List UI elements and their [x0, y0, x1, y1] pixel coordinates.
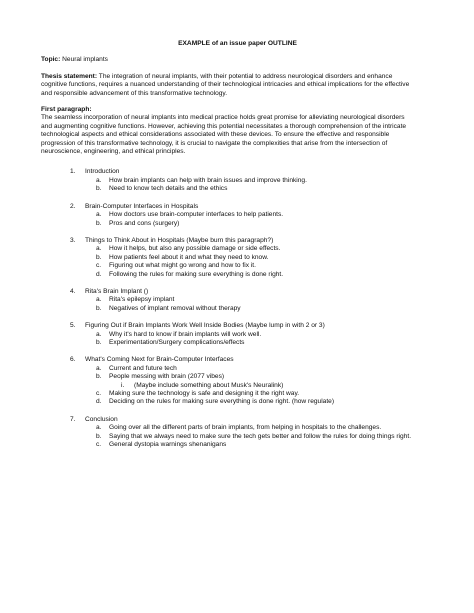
- list-letter: d.: [96, 398, 102, 406]
- outline-subitem: [41, 262, 434, 270]
- list-letter: b.: [96, 338, 102, 346]
- outline-subitem: [41, 296, 434, 304]
- thesis-line: and responsible advancement of this transformative technology.: [41, 89, 228, 97]
- outline-item-5: [41, 322, 434, 347]
- outline-subitem-text: How it helps, but also any possible damage or side effects.: [109, 245, 281, 253]
- first-paragraph: [41, 106, 434, 156]
- thesis-line: [41, 73, 434, 81]
- topic-line: [41, 56, 434, 64]
- outline-heading-text: Brain-Computer Interfaces in Hospitals: [85, 202, 199, 210]
- topic-label: Topic:: [41, 56, 61, 64]
- outline-heading-text: What's Coming Next for Brain-Computer Interfaces: [85, 356, 234, 364]
- outline-heading: [41, 356, 434, 364]
- outline-heading: [41, 168, 434, 176]
- first-paragraph-heading: First paragraph:: [41, 106, 92, 114]
- outline-subitem: [41, 390, 434, 398]
- outline-subitem-text: Making sure the technology is safe and designing it the right way.: [109, 390, 300, 397]
- outline-subitem: [41, 373, 434, 381]
- list-letter: b.: [96, 219, 102, 227]
- outline-heading: [41, 203, 434, 211]
- outline-heading: [41, 237, 434, 245]
- list-letter: b.: [96, 185, 102, 193]
- outline-subitem-text: Experimentation/Surgery complications/effects: [109, 338, 245, 346]
- list-letter: a.: [96, 176, 102, 184]
- outline-heading-text: Introduction: [85, 168, 120, 176]
- first-paragraph-line: neuroscience, engineering, and ethical principles.: [41, 148, 186, 156]
- thesis-statement: [41, 73, 434, 98]
- outline-item-6: [41, 356, 434, 406]
- list-number: 2.: [70, 202, 76, 210]
- outline-subitem: [41, 211, 434, 219]
- outline-subitem-text: Deciding on the rules for making sure everything is done right. (how regulate): [109, 398, 335, 406]
- list-letter: b.: [96, 304, 102, 312]
- outline-subitem: [41, 339, 434, 347]
- outline-subitem-text: How patients feel about it and what they need to know.: [109, 253, 269, 261]
- outline-subitem: [41, 365, 434, 373]
- outline-item-4: [41, 288, 434, 313]
- thesis-line: cognitive functions, requires a nuanced understanding of their technological intricacies and ethical implications for the effective: [41, 81, 410, 89]
- list-number: 6.: [70, 356, 76, 364]
- list-letter: a.: [96, 245, 102, 253]
- list-letter: a.: [96, 364, 102, 372]
- document-title: EXAMPLE of an issue paper OUTLINE: [178, 40, 297, 47]
- list-letter: c.: [96, 390, 102, 397]
- outline-subitem-text: How brain implants can help with brain issues and improve thinking.: [109, 176, 307, 184]
- outline-subitem: [41, 441, 434, 449]
- outline-heading-text: Rita's Brain Implant (): [85, 287, 149, 295]
- outline-subitem: [41, 424, 434, 432]
- list-letter: c.: [96, 262, 102, 270]
- thesis-text: The integration of neural implants, with their potential to address neurological disorders and enhance: [98, 72, 393, 80]
- outline-subitem-text: Saying that we always need to make sure the tech gets better and follow the rules for doing things right.: [109, 432, 412, 440]
- outline-item-3: [41, 237, 434, 279]
- outline-subsubitem: [41, 382, 434, 390]
- outline-subitem: [41, 185, 434, 193]
- outline-subitem-text: Pros and cons (surgery): [109, 219, 180, 227]
- list-letter: b.: [96, 432, 102, 440]
- outline-subitem-text: Why it's hard to know if brain implants will work well.: [109, 330, 262, 338]
- outline-subitem-text: Rita's epilepsy implant: [109, 296, 175, 304]
- list-letter: b.: [96, 373, 102, 381]
- topic-text: Neural implants: [62, 56, 108, 64]
- list-number: 1.: [70, 168, 76, 176]
- list-number: 4.: [70, 287, 76, 295]
- outline-heading: [41, 416, 434, 424]
- outline-subitem-text: Negatives of implant removal without therapy: [109, 304, 241, 312]
- outline-list: [41, 168, 434, 449]
- outline-subitem: [41, 254, 434, 262]
- outline-subitem-text: General dystopia warnings shenanigans: [109, 441, 227, 449]
- list-number: 3.: [70, 236, 76, 244]
- outline-heading-text: Conclusion: [85, 415, 118, 423]
- list-number: 7.: [70, 415, 76, 423]
- first-paragraph-line: technological aspects and ethical considerations associated with these devices. To ensure the effective and responsible: [41, 131, 390, 139]
- list-letter: c.: [96, 441, 102, 449]
- outline-subitem: [41, 331, 434, 339]
- outline-subitem: [41, 398, 434, 406]
- outline-subitem-text: How doctors use brain-computer interfaces to help patients.: [109, 211, 284, 219]
- list-letter: d.: [96, 270, 102, 278]
- outline-subitem: [41, 220, 434, 228]
- outline-subitem-text: Need to know tech details and the ethics: [109, 185, 228, 193]
- outline-heading-text: Figuring Out if Brain Implants Work Well Inside Bodies (Maybe lump in with 2 or 3): [85, 322, 325, 330]
- outline-subitem-text: Current and future tech: [109, 364, 177, 372]
- list-letter: a.: [96, 211, 102, 219]
- outline-subitem: [41, 433, 434, 441]
- outline-heading: [41, 322, 434, 330]
- list-letter: a.: [96, 424, 102, 432]
- list-roman: i.: [121, 381, 125, 389]
- outline-subitem-text: Figuring out what might go wrong and how to fix it.: [109, 262, 256, 270]
- outline-item-1: [41, 168, 434, 193]
- outline-subitem: [41, 245, 434, 253]
- outline-subitem-text: People messing with brain (2077 vibes): [109, 373, 225, 381]
- list-letter: b.: [96, 253, 102, 261]
- list-letter: a.: [96, 296, 102, 304]
- outline-subitem: [41, 271, 434, 279]
- outline-subitem-text: Following the rules for making sure everything is done right.: [109, 270, 284, 278]
- outline-item-7: [41, 416, 434, 450]
- first-paragraph-line: and augmenting cognitive functions. However, achieving this potential necessitates a thorough comprehension of the intricate: [41, 122, 407, 130]
- first-paragraph-line: progression of this transformative technology, it is crucial to navigate the complexities that arise from the intersection of: [41, 139, 388, 147]
- outline-heading-text: Things to Think About in Hospitals (Maybe burn this paragraph?): [85, 236, 274, 244]
- list-letter: a.: [96, 330, 102, 338]
- outline-subitem-text: Going over all the different parts of brain implants, from helping in hospitals to the challenges.: [109, 424, 382, 432]
- outline-subitem: [41, 305, 434, 313]
- outline-item-2: [41, 203, 434, 228]
- list-number: 5.: [70, 322, 76, 330]
- thesis-label: Thesis statement:: [41, 72, 98, 80]
- outline-heading: [41, 288, 434, 296]
- first-paragraph-line: The seamless incorporation of neural implants into medical practice holds great promise for alleviating neurological disorders: [41, 114, 405, 122]
- outline-subitem: [41, 177, 434, 185]
- outline-subsubitem-text: (Maybe include something about Musk's Neuralink): [134, 381, 284, 389]
